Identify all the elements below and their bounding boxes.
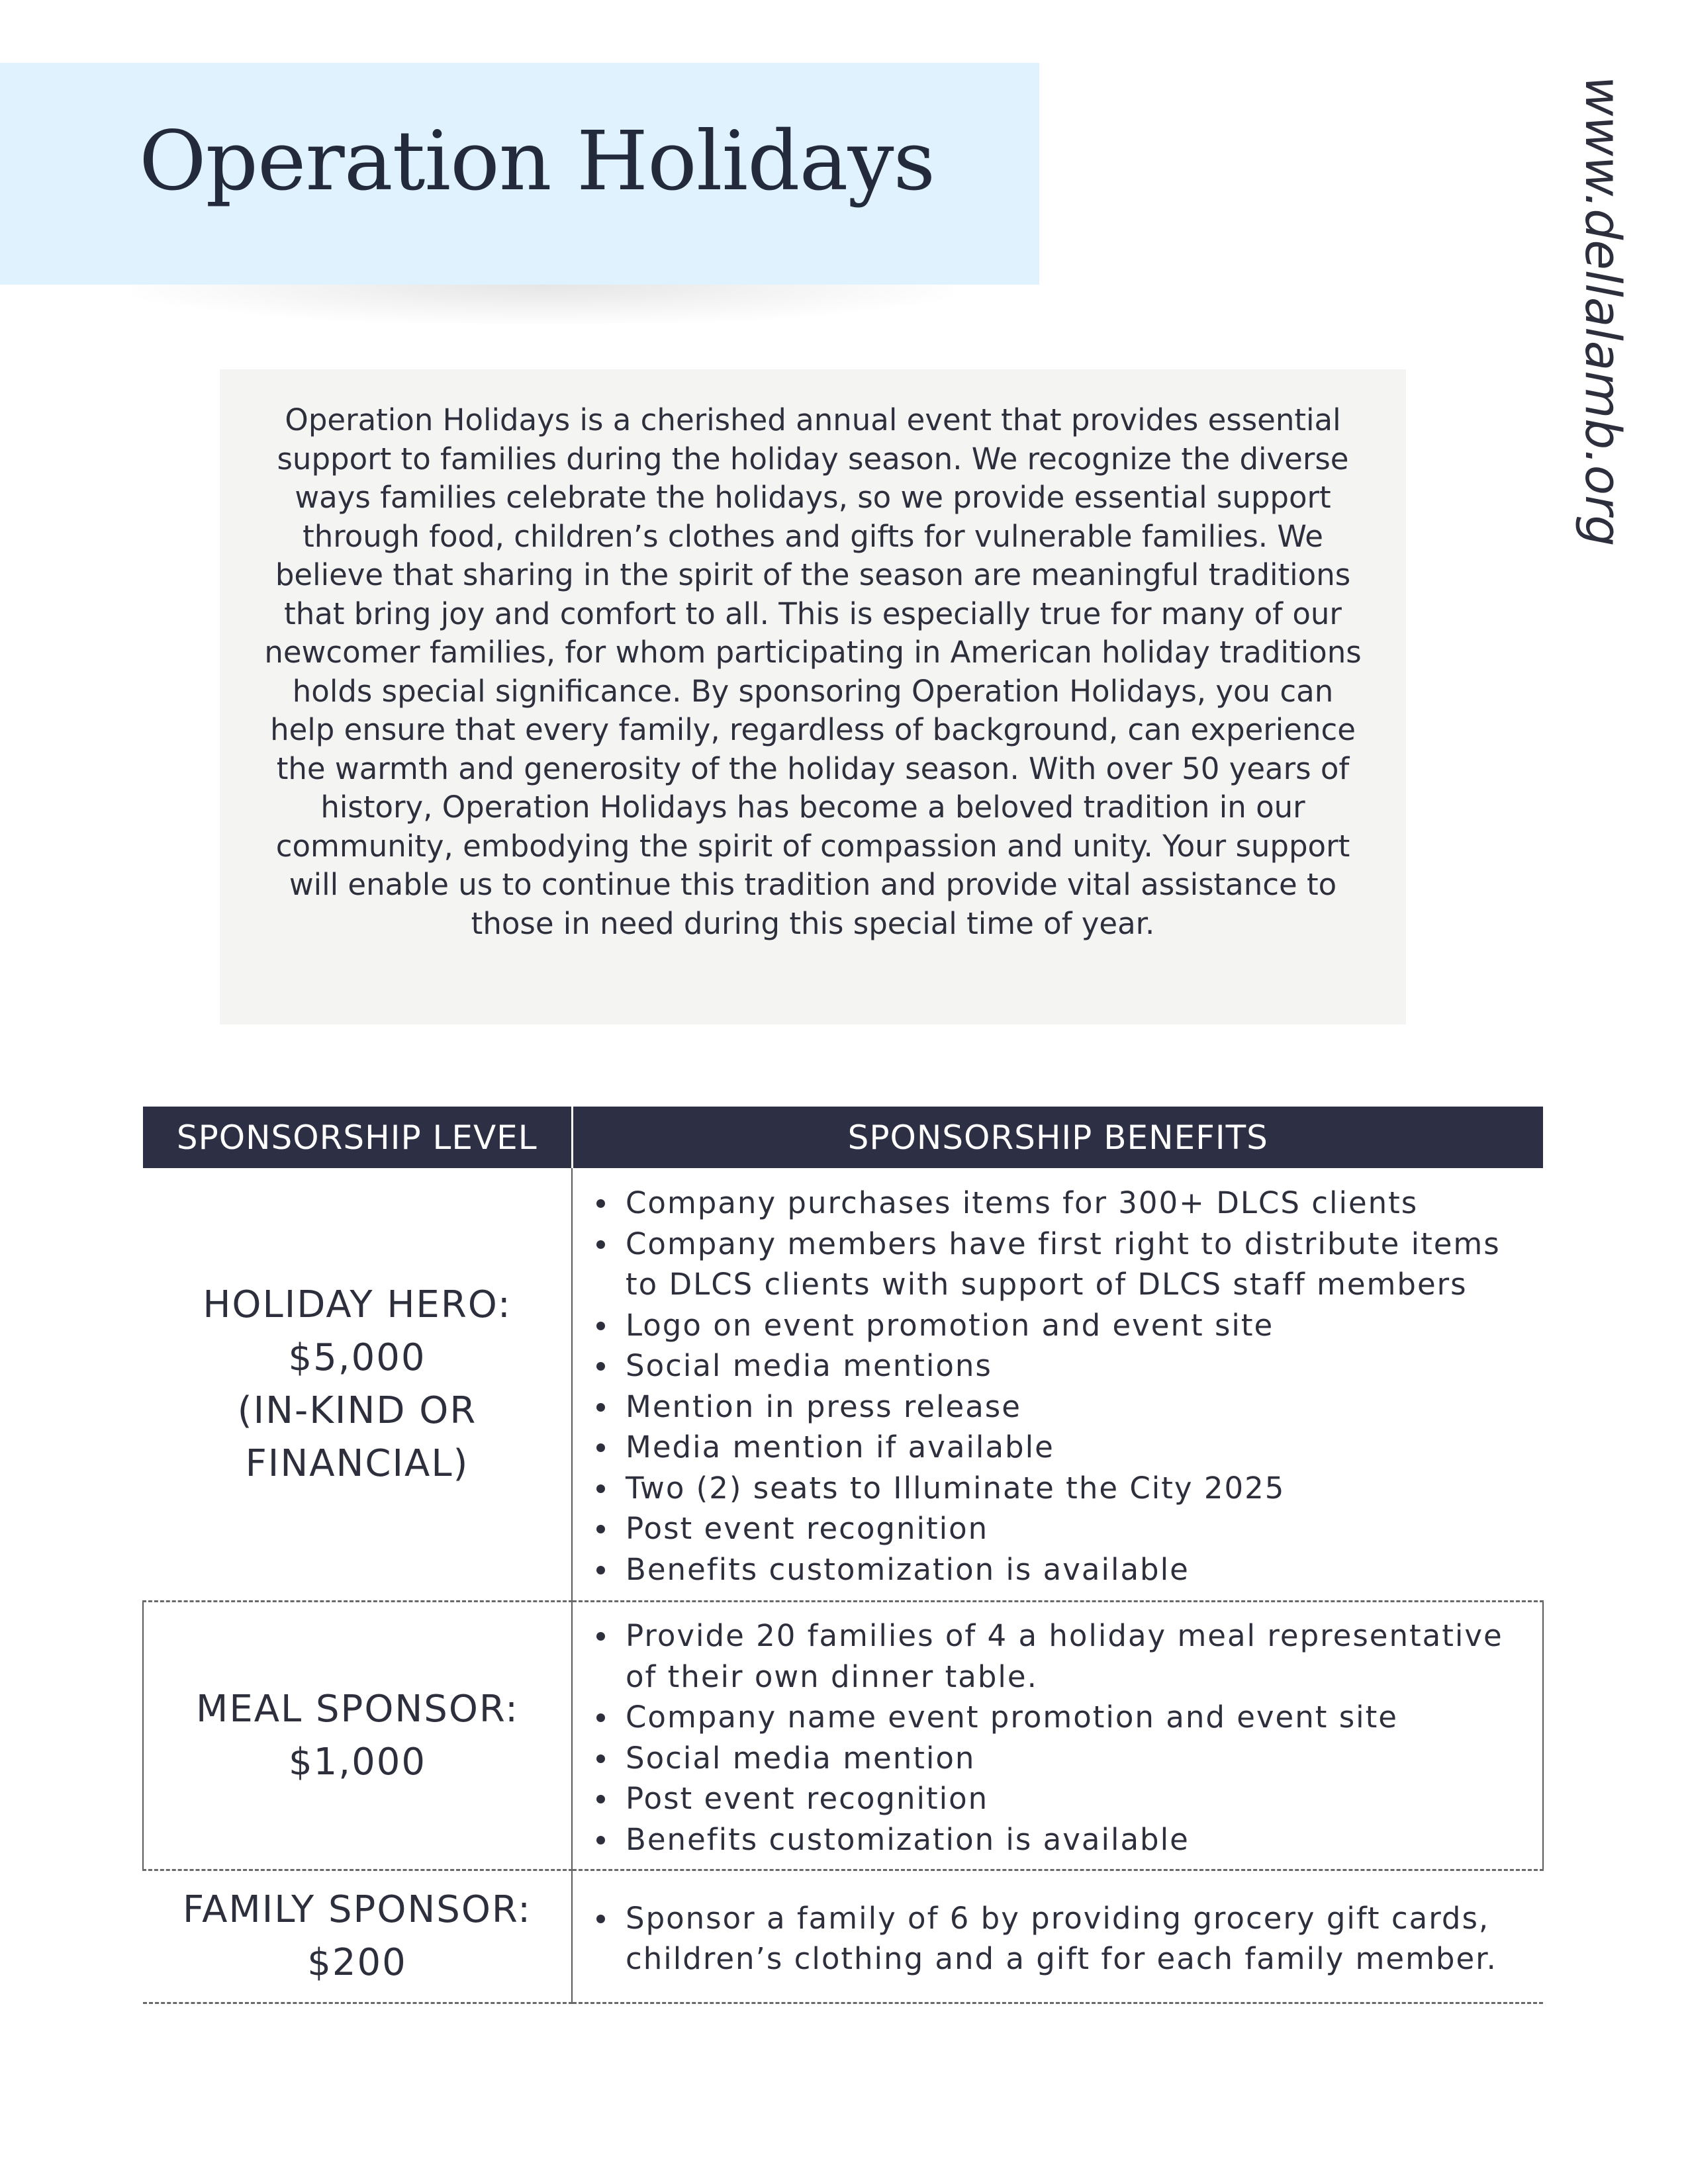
header-sponsorship-benefits: SPONSORSHIP BENEFITS [572,1107,1543,1168]
list-item: Post event recognition [626,1778,1529,1819]
title-banner-shadow [132,285,953,324]
level-line: HOLIDAY HERO: [203,1283,512,1326]
table-row-family-sponsor [143,1870,1543,2003]
benefits-family-sponsor [572,1870,1543,2003]
table-row-meal-sponsor [143,1602,1543,1870]
list-item: Social media mentions [626,1345,1530,1387]
list-item: Mention in press release [626,1387,1530,1428]
list-item: Company purchases items for 300+ DLCS clients [626,1183,1530,1224]
website-url: www.dellalamb.org [1574,76,1631,547]
level-line: FINANCIAL) [245,1441,469,1485]
level-holiday-hero [143,1168,572,1602]
list-item: Sponsor a family of 6 by providing grocery gift cards, children’s clothing and a gift for each family member. [626,1898,1530,1979]
benefits-list [626,1898,1530,1979]
list-item: Provide 20 families of 4 a holiday meal representative of their own dinner table. [626,1615,1529,1697]
list-item: Social media mention [626,1738,1529,1779]
benefits-list [626,1183,1530,1590]
header-sponsorship-level: SPONSORSHIP LEVEL [143,1107,572,1168]
table-header-row [143,1107,1543,1168]
page-title: Operation Holidays [139,114,935,209]
list-item: Benefits customization is available [626,1549,1530,1590]
list-item: Two (2) seats to Illuminate the City 2025 [626,1468,1530,1509]
benefits-meal-sponsor [572,1602,1543,1870]
list-item: Company members have first right to distribute items to DLCS clients with support of DLCS staff members [626,1224,1530,1305]
level-family-sponsor [143,1870,572,2003]
table-row-holiday-hero [143,1168,1543,1602]
level-line: $1,000 [289,1740,426,1784]
list-item: Post event recognition [626,1508,1530,1549]
level-line: $200 [307,1941,407,1984]
level-line: $5,000 [288,1336,426,1379]
benefits-holiday-hero [572,1168,1543,1602]
level-line: (IN-KIND OR [237,1388,477,1432]
list-item: Benefits customization is available [626,1819,1529,1860]
list-item: Media mention if available [626,1427,1530,1468]
intro-paragraph: Operation Holidays is a cherished annual event that provides essential support to families during the holiday season. We recognize the diverse ways families celebrate the holidays, so we provide essential support through food, children’s clothes and gifts for vulnerable families. We believe that sharing in the spirit of the season are meaningful traditions that bring joy and comfort to all. This is especially true for many of our newcomer families, for whom participating in American holiday traditions holds special significance. By sponsoring Operation Holidays, you can help ensure that every family, regardless of background, can experience the warmth and generosity of the holiday season. With over 50 years of history, Operation Holidays has become a beloved tradition in our community, embodying the spirit of compassion and unity. Your support will enable us to continue this tradition and provide vital assistance to those in need during this special time of year. [264,402,1362,941]
level-meal-sponsor [143,1602,572,1870]
level-line: FAMILY SPONSOR: [183,1888,532,1931]
level-line: MEAL SPONSOR: [196,1687,519,1731]
intro-box [220,369,1406,1024]
sponsorship-table [142,1107,1544,2004]
benefits-list [626,1615,1529,1860]
list-item: Logo on event promotion and event site [626,1305,1530,1346]
list-item: Company name event promotion and event site [626,1697,1529,1738]
